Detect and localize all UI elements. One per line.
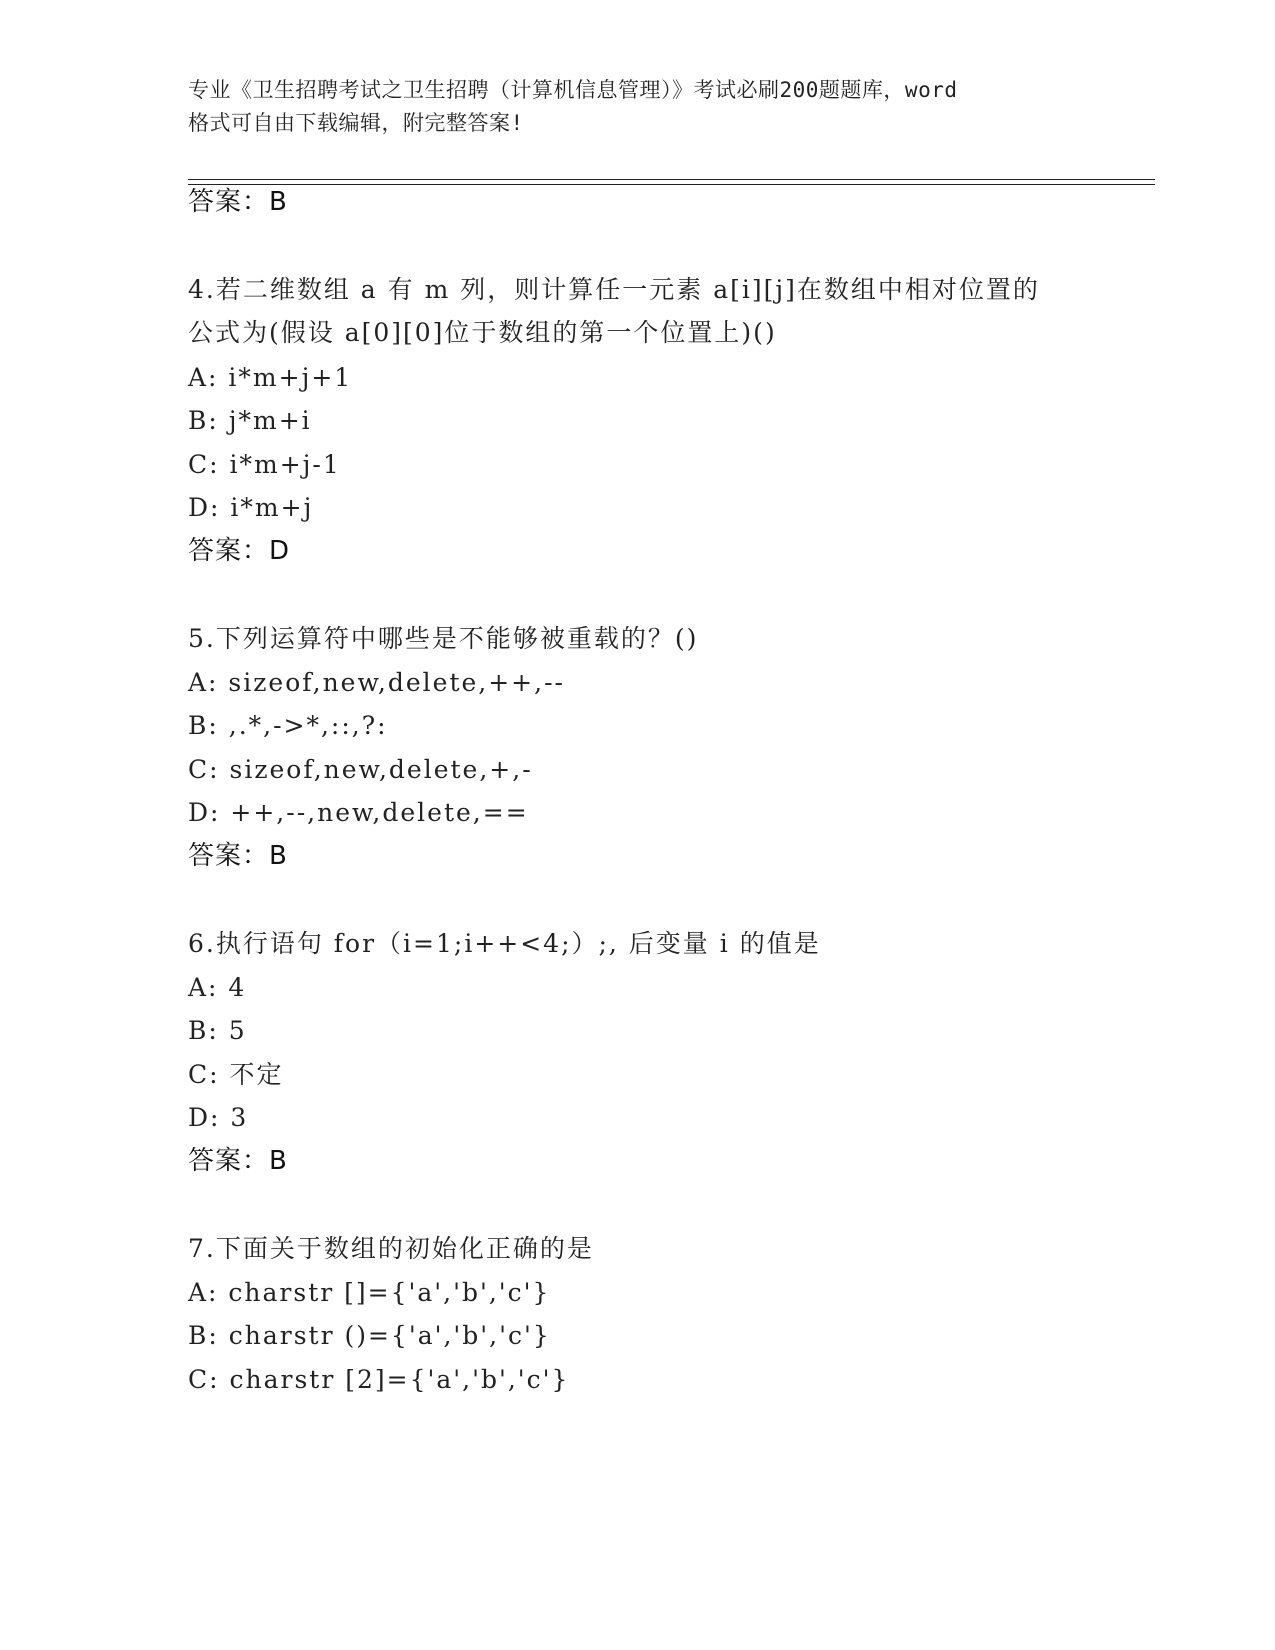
option-line: A: 4 xyxy=(188,973,247,1002)
header-rule-top xyxy=(188,179,1155,180)
option-line: C: sizeof,new,delete,+,- xyxy=(188,755,533,784)
option-line: B: 5 xyxy=(188,1016,247,1045)
answer-line: 答案：D xyxy=(188,536,291,566)
option-line: B: charstr ()={'a','b','c'} xyxy=(188,1321,551,1350)
question-stem-line: 5.下列运算符中哪些是不能够被重载的？() xyxy=(188,624,699,653)
answer-line: 答案：B xyxy=(188,187,288,217)
option-line: C: 不定 xyxy=(188,1060,284,1089)
question-stem-line: 6.执行语句 for（i=1;i++<4;）;, 后变量 i 的值是 xyxy=(188,929,821,958)
option-line: A: charstr []={'a','b','c'} xyxy=(188,1278,551,1307)
option-line: C: charstr [2]={'a','b','c'} xyxy=(188,1365,570,1394)
option-line: A: sizeof,new,delete,++,-- xyxy=(188,668,565,697)
option-line: D: ++,--,new,delete,== xyxy=(188,798,529,827)
question-stem-line: 4.若二维数组 a 有 m 列，则计算任一元素 a[i][j]在数组中相对位置的 xyxy=(188,275,1040,304)
header-rule-bottom xyxy=(188,184,1155,185)
document-header xyxy=(188,74,1088,140)
option-line: A: i*m+j+1 xyxy=(188,363,353,392)
answer-line: 答案：B xyxy=(188,841,288,871)
answer-line: 答案：B xyxy=(188,1146,288,1176)
option-line: D: i*m+j xyxy=(188,493,314,522)
header-line-2: 格式可自由下载编辑，附完整答案! xyxy=(188,111,524,135)
question-stem-line: 7.下面关于数组的初始化正确的是 xyxy=(188,1234,594,1263)
option-line: B: ,.*,->*,::,?: xyxy=(188,711,388,740)
header-line-1: 专业《卫生招聘考试之卫生招聘（计算机信息管理）》考试必刷200题题库，word xyxy=(188,78,958,102)
option-line: D: 3 xyxy=(188,1103,249,1132)
option-line: C: i*m+j-1 xyxy=(188,450,341,479)
option-line: B: j*m+i xyxy=(188,406,312,435)
question-stem-line: 公式为(假设 a[0][0]位于数组的第一个位置上)() xyxy=(188,318,777,347)
